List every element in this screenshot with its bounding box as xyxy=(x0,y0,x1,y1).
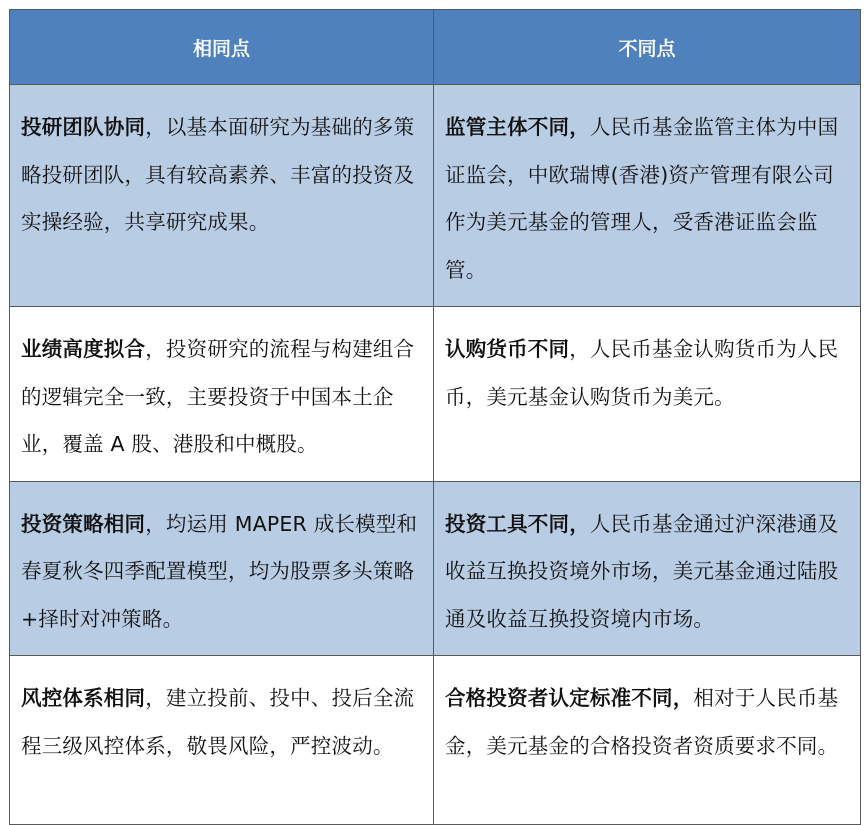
similarity-text: ，建立投前、投中、投后全流程三级风控体系，敬畏风险，严控波动。 xyxy=(21,686,415,758)
table-row xyxy=(10,481,861,656)
difference-cell xyxy=(434,85,861,307)
difference-title: 合格投资者认定标准不同， xyxy=(445,686,694,710)
similarity-text: ，投资研究的流程与构建组合的逻辑完全一致，主要投资于中国本土企业，覆盖 A 股、港股和中概股。 xyxy=(21,337,415,456)
table-row xyxy=(10,307,861,482)
difference-text: ，人民币基金认购货币为人民币，美元基金认购货币为美元。 xyxy=(445,337,839,409)
difference-text: 人民币基金监管主体为中国证监会，中欧瑞博(香港)资产管理有限公司作为美元基金的管理人，受香港证监会监管。 xyxy=(445,115,839,282)
difference-text: 相对于人民币基金，美元基金的合格投资者资质要求不同。 xyxy=(445,686,839,758)
table-row xyxy=(10,656,861,825)
similarity-text: ，均运用 MAPER 成长模型和春夏秋冬四季配置模型，均为股票多头策略+择时对冲策略。 xyxy=(21,511,418,631)
header-row xyxy=(10,10,861,85)
similarity-title: 业绩高度拟合 xyxy=(21,337,146,361)
comparison-table xyxy=(9,9,861,825)
difference-title: 投资工具不同， xyxy=(445,511,590,536)
table-row xyxy=(10,85,861,307)
difference-title: 监管主体不同， xyxy=(445,115,590,139)
similarity-cell xyxy=(10,307,434,482)
similarity-title: 风控体系相同 xyxy=(21,686,146,710)
difference-text: 人民币基金通过沪深港通及收益互换投资境外市场，美元基金通过陆股通及收益互换投资境内市场。 xyxy=(445,511,839,631)
header-differences: 不同点 xyxy=(434,10,861,85)
difference-title: 认购货币不同 xyxy=(445,337,570,361)
similarity-title: 投资策略相同 xyxy=(21,511,146,536)
similarity-cell xyxy=(10,481,434,656)
header-similarities: 相同点 xyxy=(10,10,434,85)
similarity-text: ，以基本面研究为基础的多策略投研团队，具有较高素养、丰富的投资及实操经验，共享研究成果。 xyxy=(21,115,415,234)
similarity-cell xyxy=(10,85,434,307)
similarity-cell xyxy=(10,656,434,825)
difference-cell xyxy=(434,307,861,482)
difference-cell xyxy=(434,481,861,656)
similarity-title: 投研团队协同 xyxy=(21,115,146,139)
difference-cell xyxy=(434,656,861,825)
